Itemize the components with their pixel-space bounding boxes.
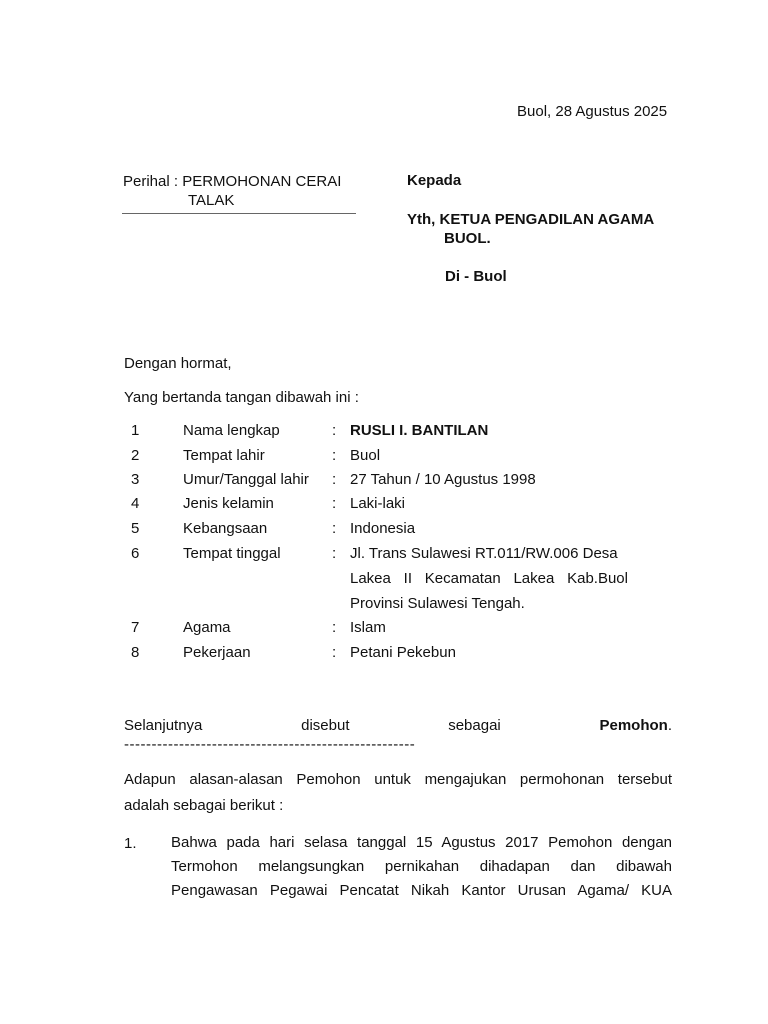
row-number: 2 <box>131 447 140 464</box>
row-colon: : <box>332 644 337 661</box>
petitioner-designation <box>124 717 672 734</box>
designation-word: Selanjutnya <box>124 717 203 734</box>
subject-underline <box>122 213 356 214</box>
identity-row <box>0 471 768 495</box>
row-number: 4 <box>131 495 140 512</box>
designation-word: sebagai <box>448 717 501 734</box>
row-number: 6 <box>131 545 140 562</box>
subject-text-1: PERMOHONAN CERAI <box>182 173 342 190</box>
subject-block <box>123 172 341 210</box>
greeting: Dengan hormat, <box>124 355 232 372</box>
row-colon: : <box>332 619 337 636</box>
row-label: Agama <box>183 619 231 636</box>
row-label: Tempat lahir <box>183 447 265 464</box>
designation-word: disebut <box>301 717 350 734</box>
identity-row <box>0 644 768 668</box>
identity-row <box>0 495 768 519</box>
row-colon: : <box>332 422 337 439</box>
point-line-3: Pengawasan Pegawai Pencatat Nikah Kantor Urusan Agama/ KUA <box>171 882 672 899</box>
designation-role-bold: Pemohon <box>599 717 668 734</box>
row-label: Nama lengkap <box>183 422 280 439</box>
reasons-intro-line-2: adalah sebagai berikut : <box>124 797 284 814</box>
identity-row <box>0 447 768 471</box>
row-number: 5 <box>131 520 140 537</box>
row-number: 8 <box>131 644 140 661</box>
designation-period: . <box>667 717 672 734</box>
recipient-line-1: Yth, KETUA PENGADILAN AGAMA <box>407 211 655 228</box>
row-colon: : <box>332 495 337 512</box>
subject-line-1 <box>123 172 341 191</box>
row-label: Pekerjaan <box>183 644 251 661</box>
identity-row <box>0 545 768 569</box>
row-number: 3 <box>131 471 140 488</box>
row-colon: : <box>332 471 337 488</box>
row-value-line-2: Lakea II Kecamatan Lakea Kab.Buol <box>350 570 628 587</box>
recipient-location: Di - Buol <box>445 268 507 285</box>
row-colon: : <box>332 520 337 537</box>
point-line-2: Termohon melangsungkan pernikahan dihadapan dan dibawah <box>171 858 672 875</box>
identity-row-continuation <box>0 595 768 619</box>
subject-label: Perihal : <box>123 173 179 190</box>
subject-text-2: TALAK <box>188 192 235 209</box>
row-value: RUSLI I. BANTILAN <box>350 422 489 439</box>
intro-line: Yang bertanda tangan dibawah ini : <box>124 389 359 406</box>
reasons-intro <box>124 767 672 819</box>
row-value: Jl. Trans Sulawesi RT.011/RW.006 Desa <box>350 545 618 562</box>
row-label: Jenis kelamin <box>183 495 274 512</box>
row-value: 27 Tahun / 10 Agustus 1998 <box>350 471 536 488</box>
row-value: Petani Pekebun <box>350 644 456 661</box>
dash-filler: ----------------------------------------------------- <box>124 736 416 753</box>
point-text <box>171 831 672 903</box>
row-value: Islam <box>350 619 386 636</box>
recipient-line-2: BUOL. <box>444 230 491 247</box>
point-line-1: Bahwa pada hari selasa tanggal 15 Agustus 2017 Pemohon dengan <box>171 834 672 851</box>
recipient-kepada: Kepada <box>407 172 462 189</box>
row-colon: : <box>332 447 337 464</box>
identity-row <box>0 422 768 446</box>
row-colon: : <box>332 545 337 562</box>
row-label: Umur/Tanggal lahir <box>183 471 309 488</box>
identity-row <box>0 520 768 544</box>
identity-row-continuation <box>0 570 768 594</box>
row-number: 1 <box>131 422 140 439</box>
designation-role <box>599 717 672 734</box>
reasons-intro-line-1: Adapun alasan-alasan Pemohon untuk mengajukan permohonan tersebut <box>124 771 672 788</box>
row-value-line-3: Provinsi Sulawesi Tengah. <box>350 595 525 612</box>
row-value: Indonesia <box>350 520 416 537</box>
identity-row <box>0 619 768 643</box>
row-value: Laki-laki <box>350 495 406 512</box>
point-number: 1. <box>124 835 137 852</box>
recipient-address <box>407 210 654 248</box>
letter-date: Buol, 28 Agustus 2025 <box>517 103 668 120</box>
row-label: Tempat tinggal <box>183 545 281 562</box>
row-number: 7 <box>131 619 140 636</box>
row-label: Kebangsaan <box>183 520 268 537</box>
row-value: Buol <box>350 447 381 464</box>
